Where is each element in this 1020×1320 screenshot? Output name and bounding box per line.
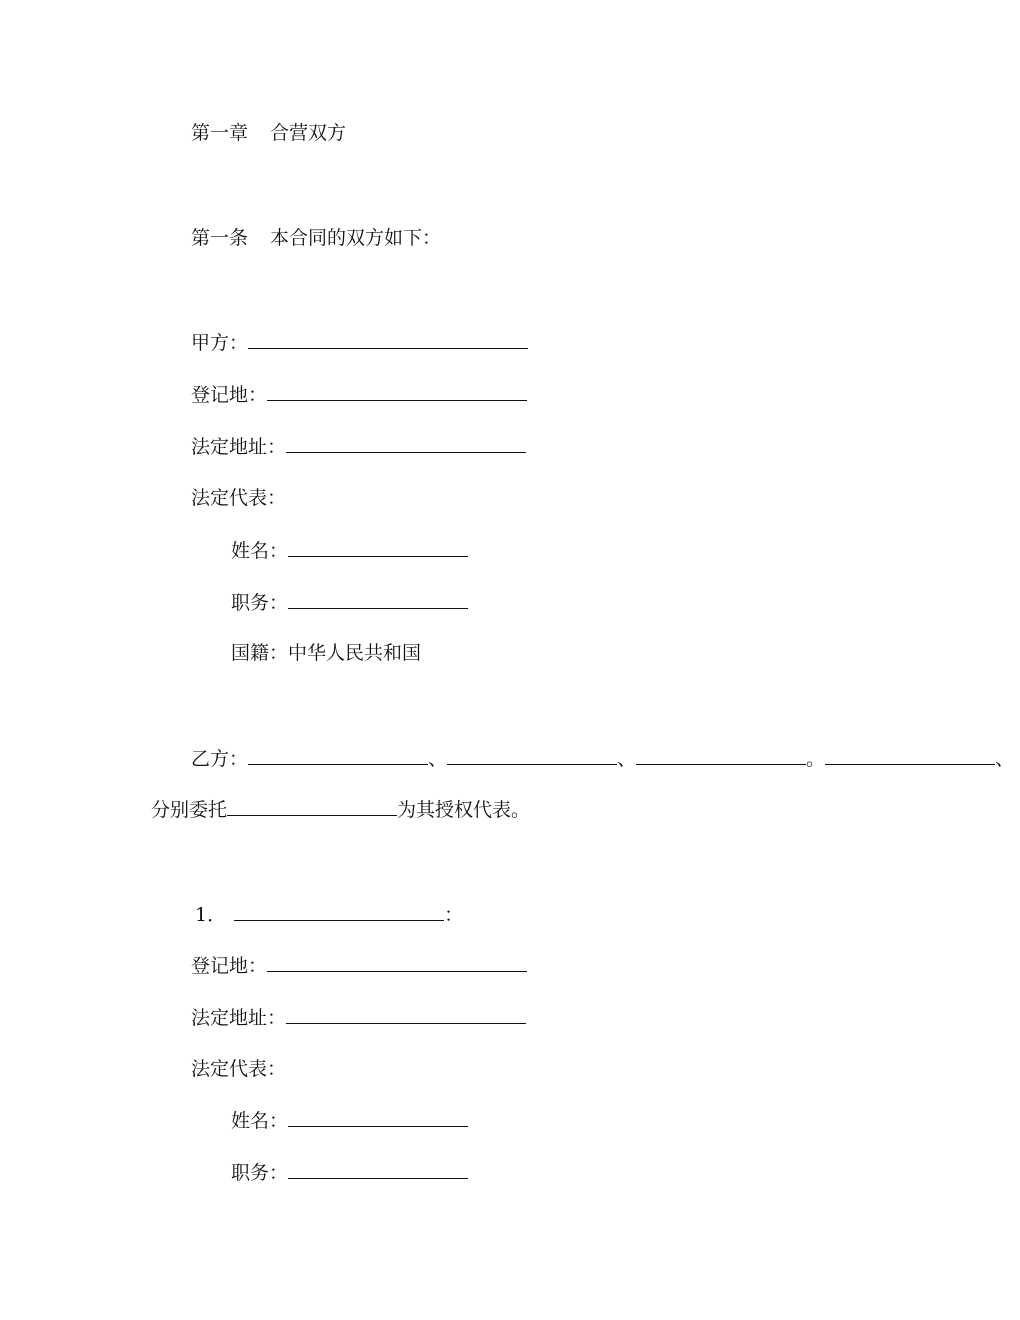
entrust-blank[interactable]	[227, 797, 397, 816]
party-b-sep-4: 、	[995, 748, 1015, 770]
position-label: 职务：	[231, 1162, 289, 1184]
chapter-title: 合营双方	[270, 122, 347, 144]
party-b-blank-4[interactable]	[825, 746, 995, 765]
party-a-registration-row	[191, 382, 527, 406]
item-1-number: 1．	[195, 904, 227, 926]
item-1-blank[interactable]	[234, 902, 444, 921]
party-b-sep-2: 、	[617, 748, 637, 770]
name-label: 姓名：	[231, 1110, 289, 1132]
item-1-name-row	[231, 1108, 468, 1132]
registration-label: 登记地：	[191, 384, 268, 406]
entrust-suffix: 为其授权代表。	[397, 799, 531, 821]
item-1-address-row	[191, 1005, 526, 1029]
party-a-blank[interactable]	[248, 330, 528, 349]
name-blank[interactable]	[288, 538, 468, 557]
position-label: 职务：	[231, 592, 289, 614]
party-a-row	[191, 330, 528, 354]
address-blank[interactable]	[286, 434, 526, 453]
item-1-position-row	[231, 1160, 468, 1184]
item-1-rep-row	[191, 1057, 286, 1081]
address-label: 法定地址：	[191, 436, 287, 458]
rep-label: 法定代表：	[191, 487, 287, 509]
nationality-value: 中华人民共和国	[288, 642, 422, 664]
registration-label: 登记地：	[191, 955, 268, 977]
chapter-heading	[191, 121, 346, 145]
item-1-row	[195, 902, 463, 926]
party-a-address-row	[191, 434, 526, 458]
party-b-sep-3: 。	[806, 748, 826, 770]
position-blank[interactable]	[288, 1160, 468, 1179]
party-a-name-row	[231, 538, 468, 562]
party-b-row	[191, 746, 1014, 770]
party-b-entrust-row	[151, 797, 530, 821]
article-heading	[191, 226, 441, 250]
nationality-label: 国籍：	[231, 642, 289, 664]
name-blank[interactable]	[288, 1108, 468, 1127]
party-b-blank-1[interactable]	[248, 746, 428, 765]
registration-blank[interactable]	[267, 953, 527, 972]
item-1-colon: ：	[444, 904, 464, 926]
article-number: 第一条	[191, 227, 249, 249]
rep-label: 法定代表：	[191, 1058, 287, 1080]
party-b-sep-1: 、	[428, 748, 448, 770]
party-a-label: 甲方：	[191, 332, 249, 354]
item-1-registration-row	[191, 953, 527, 977]
article-text: 本合同的双方如下：	[270, 227, 442, 249]
party-b-label: 乙方：	[191, 748, 249, 770]
registration-blank[interactable]	[267, 382, 527, 401]
address-blank[interactable]	[286, 1005, 526, 1024]
chapter-number: 第一章	[191, 122, 249, 144]
party-b-blank-2[interactable]	[447, 746, 617, 765]
name-label: 姓名：	[231, 540, 289, 562]
party-a-rep-row	[191, 486, 286, 510]
entrust-prefix: 分别委托	[151, 799, 228, 821]
position-blank[interactable]	[288, 590, 468, 609]
party-a-position-row	[231, 590, 468, 614]
party-a-nationality-row	[231, 641, 421, 665]
address-label: 法定地址：	[191, 1007, 287, 1029]
party-b-blank-3[interactable]	[636, 746, 806, 765]
